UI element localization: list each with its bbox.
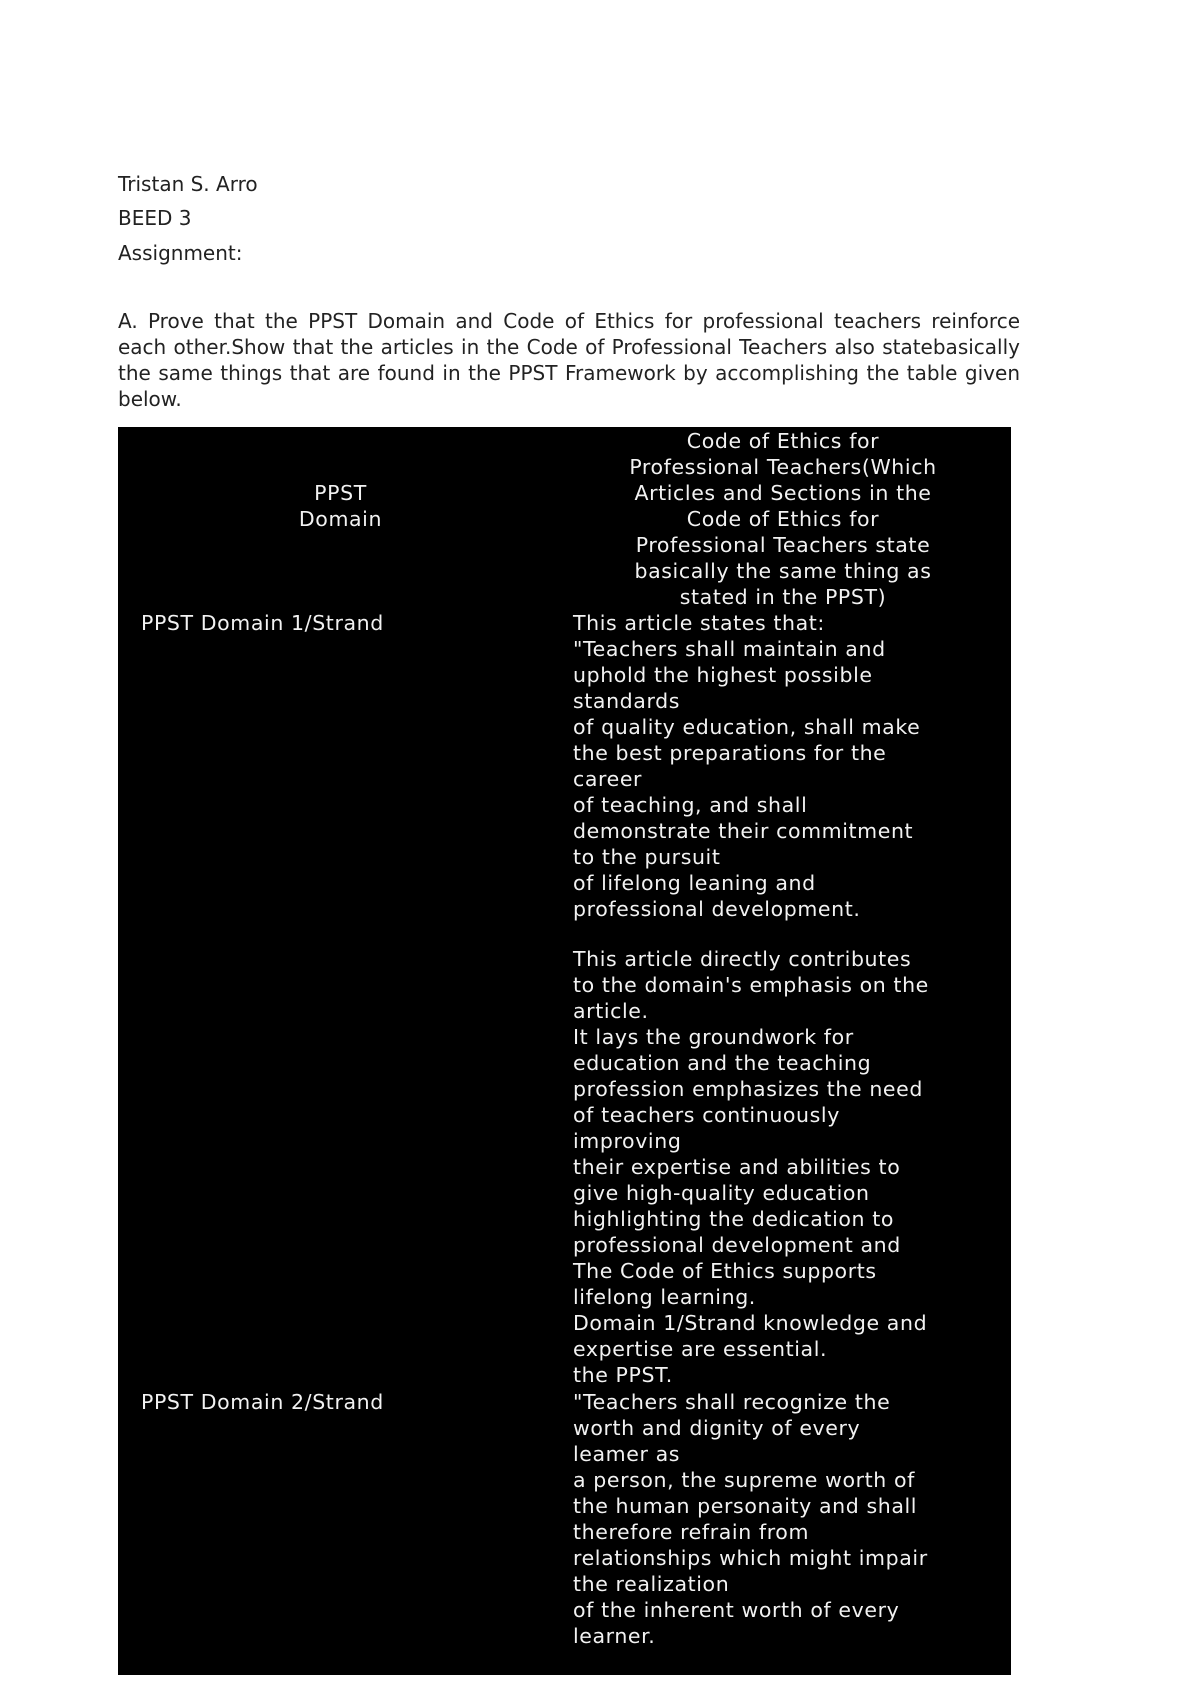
ethics-text-line: "Teachers shall maintain and <box>573 637 886 661</box>
assignment-instructions: A. Prove that the PPST Domain and Code of Ethics for professional teachers reinforce each other.Show that the articles in the Code of Professional Teachers also statebasically the same things that are found in the PPST Framework by accomplishing the table given below. <box>118 309 1020 411</box>
ethics-text-line: of the inherent worth of every <box>573 1598 900 1622</box>
ethics-text-line: worth and dignity of every <box>573 1416 861 1440</box>
ethics-text-line: leamer as <box>573 1442 681 1466</box>
ethics-text-line: article. <box>573 999 649 1023</box>
ethics-text-line <box>573 922 1005 946</box>
header-ppst-domain <box>118 480 563 532</box>
ethics-text-line: highlighting the dedication to <box>573 1207 895 1231</box>
ethics-text-line: the realization <box>573 1572 730 1596</box>
student-name: Tristan S. Arro <box>118 172 258 196</box>
ethics-text-line: This article states that: <box>573 611 825 635</box>
row-1-ethics <box>573 610 1005 1388</box>
header-right-line: Professional Teachers state <box>635 533 931 557</box>
ethics-text-line: lifelong learning. <box>573 1285 756 1309</box>
ethics-text-line: It lays the groundwork for <box>573 1025 854 1049</box>
ethics-text-line: Domain 1/Strand knowledge and <box>573 1311 928 1335</box>
ethics-text-line: professional development and <box>573 1233 901 1257</box>
ppst-ethics-table <box>118 427 1011 1675</box>
ethics-text-line: to the pursuit <box>573 845 721 869</box>
ethics-text-line: of teachers continuously <box>573 1103 840 1127</box>
student-course: BEED 3 <box>118 206 192 230</box>
ethics-text-line: professional development. <box>573 897 861 921</box>
header-code-of-ethics <box>563 428 1003 610</box>
assignment-label: Assignment: <box>118 241 243 265</box>
ethics-text-line: relationships which might impair <box>573 1546 928 1570</box>
ethics-text-line: the best preparations for the <box>573 741 887 765</box>
ethics-text-line: the human personaity and shall <box>573 1494 918 1518</box>
header-left-line: PPST <box>314 481 367 505</box>
header-right-line: basically the same thing as <box>634 559 932 583</box>
ethics-text-line: profession emphasizes the need <box>573 1077 923 1101</box>
row-2-ethics <box>573 1389 1005 1649</box>
ethics-text-line: This article directly contributes <box>573 947 912 971</box>
ethics-text-line: "Teachers shall recognize the <box>573 1390 891 1414</box>
ethics-text-line: demonstrate their commitment <box>573 819 914 843</box>
ethics-text-line: a person, the supreme worth of <box>573 1468 915 1492</box>
ethics-text-line: give high-quality education <box>573 1181 870 1205</box>
ethics-text-line: The Code of Ethics supports <box>573 1259 877 1283</box>
ethics-text-line: of lifelong leaning and <box>573 871 816 895</box>
header-right-line: Articles and Sections in the <box>634 481 932 505</box>
ethics-text-line: their expertise and abilities to <box>573 1155 901 1179</box>
ethics-text-line: to the domain's emphasis on the <box>573 973 929 997</box>
header-right-line: Professional Teachers(Which <box>629 455 937 479</box>
header-right-line: stated in the PPST) <box>679 585 887 609</box>
ethics-text-line: expertise are essential. <box>573 1337 828 1361</box>
ethics-text-line: standards <box>573 689 681 713</box>
ethics-text-line: education and the teaching <box>573 1051 872 1075</box>
ethics-text-line: career <box>573 767 643 791</box>
header-right-line: Code of Ethics for <box>686 507 880 531</box>
header-right-line: Code of Ethics for <box>686 429 880 453</box>
ethics-text-line: of teaching, and shall <box>573 793 808 817</box>
ethics-text-line: improving <box>573 1129 682 1153</box>
ethics-text-line: the PPST. <box>573 1363 673 1387</box>
ethics-text-line: of quality education, shall make <box>573 715 921 739</box>
header-left-line: Domain <box>298 507 383 531</box>
ethics-text-line: therefore refrain from <box>573 1520 810 1544</box>
row-1-domain: PPST Domain 1/Strand <box>141 611 384 635</box>
ethics-text-line: learner. <box>573 1624 656 1648</box>
row-2-domain: PPST Domain 2/Strand <box>141 1390 384 1414</box>
ethics-text-line: uphold the highest possible <box>573 663 873 687</box>
